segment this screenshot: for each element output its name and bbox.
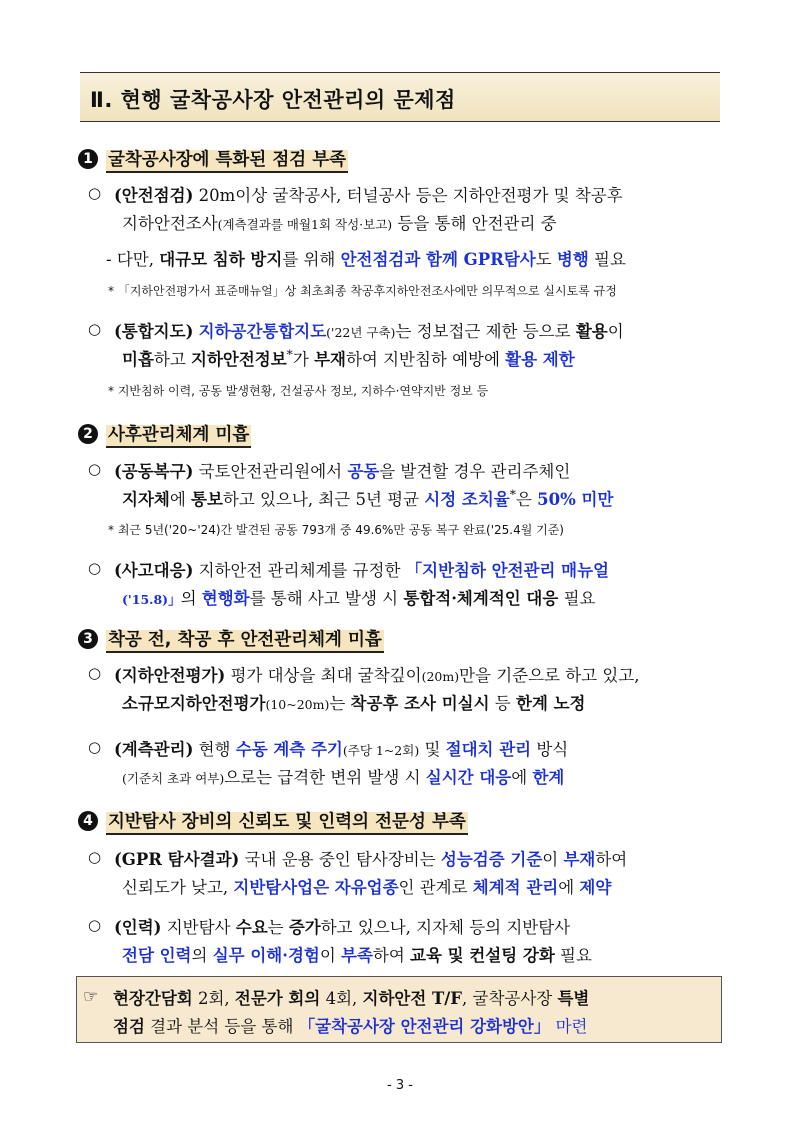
text-run: 의 <box>191 946 213 965</box>
paragraph-line <box>122 346 575 370</box>
text-run: 지하안전정보 <box>191 350 287 369</box>
text-run: 에 <box>511 768 533 787</box>
bullet-circle: ○ <box>88 664 102 682</box>
text-run: 필요 <box>558 589 596 608</box>
text-run: 하여 <box>372 946 411 965</box>
paragraph-line <box>122 585 595 609</box>
paragraph-line <box>114 458 570 482</box>
text-run: 20m이상 굴착공사, 터널공사 등은 지하안전평가 및 착공후 <box>193 186 623 205</box>
section-number-1: 1 <box>78 149 98 169</box>
text-run: 지반탐사업은 자유업종 <box>233 878 399 897</box>
bullet-circle: ○ <box>88 848 102 866</box>
paragraph-tag: (지하안전평가) <box>114 666 226 685</box>
text-run: 필요 <box>554 946 592 965</box>
paragraph-tag: (사고대응) <box>114 561 194 580</box>
dash-line <box>106 246 626 270</box>
summary-box <box>76 976 722 1043</box>
section-3-heading <box>78 626 384 651</box>
text-run: (20m) <box>421 669 460 684</box>
text-run: 착공후 조사 미실시 <box>350 694 490 713</box>
text-run: (기준치 초과 여부) <box>122 771 225 786</box>
text-run: 하여 <box>595 850 628 869</box>
text-run: 이 <box>542 850 564 869</box>
text-run: 는 정보접근 제한 등으로 <box>395 322 576 341</box>
section-2-label: 사후관리체계 미흡 <box>106 425 251 448</box>
text-run: 하고 있으나, 지자체 등의 지반탐사 <box>320 918 571 937</box>
text-run: 는 <box>267 918 289 937</box>
section-number-3: 3 <box>78 629 98 649</box>
paragraph-line <box>114 557 609 581</box>
text-run: 전담 인력 <box>122 946 192 965</box>
bullet-circle: ○ <box>88 460 102 478</box>
bullet-circle: ○ <box>88 559 102 577</box>
paragraph-tag: (공동복구) <box>114 462 194 481</box>
text-run: 으로는 급격한 변위 발생 시 <box>224 768 426 787</box>
footnote: * 「지하안전평가서 표준매뉴얼」상 최초최종 착공후지하안전조사에만 의무적으로 실시토록 규정 <box>108 284 617 298</box>
text-run: 현행 <box>193 740 236 759</box>
text-run: 결과 분석 등을 통해 <box>144 1017 299 1036</box>
text-run: , 굴착공사장 <box>462 989 558 1008</box>
footnote: * 최근 5년('20~'24)간 발견된 공동 793개 중 49.6%만 공동 복구 완료('25.4월 기준) <box>108 523 564 537</box>
text-run: 한계 <box>532 768 565 787</box>
summary-line <box>113 1013 587 1037</box>
text-run: 인 관계로 <box>398 878 473 897</box>
section-2-heading <box>78 421 251 446</box>
text-run: 하고 <box>153 350 192 369</box>
text-run: 하여 지반침하 예방에 <box>345 350 506 369</box>
text-run: 을 발견할 경우 관리주체인 <box>379 462 571 481</box>
text-run: 는 <box>329 694 351 713</box>
text-run: 공동 <box>347 462 380 481</box>
text-run: ('22년 구축) <box>326 325 396 340</box>
text-run: 수동 계측 주기 <box>235 740 343 759</box>
section-number-2: 2 <box>78 424 98 444</box>
paragraph-tag: (안전점검) <box>114 186 194 205</box>
summary-line <box>113 985 589 1009</box>
text-run: 실무 이해·경험 <box>212 946 320 965</box>
text-run: 안전점검과 함께 GPR탐사 <box>340 250 536 269</box>
text-run: 등을 통해 안전관리 중 <box>392 214 557 233</box>
text-run: 를 위해 <box>282 250 341 269</box>
paragraph-line <box>122 942 592 966</box>
text-run: 지반탐사 <box>161 918 236 937</box>
text-run: 대규모 침하 방지 <box>159 250 283 269</box>
text-run: 전문가 회의 <box>234 989 321 1008</box>
bullet-circle: ○ <box>88 184 102 202</box>
text-run: * <box>286 346 293 362</box>
text-run: 가 <box>292 350 315 369</box>
text-run: 증가 <box>288 918 321 937</box>
paragraph-tag: (통합지도) <box>114 322 194 341</box>
section-title: Ⅱ. 현행 굴착공사장 안전관리의 문제점 <box>90 88 456 112</box>
text-run: 국내 운용 중인 탐사장비는 <box>239 850 441 869</box>
text-run: 이 <box>607 322 624 341</box>
text-run: 부족 <box>341 946 373 965</box>
section-3-label: 착공 전, 착공 후 안전관리체계 미흡 <box>106 630 384 653</box>
section-1-heading <box>78 146 348 171</box>
text-run: 체계적 관리 <box>472 878 559 897</box>
paragraph-line <box>122 210 557 234</box>
text-run: 통보 <box>191 490 223 509</box>
text-run: 절대치 관리 <box>445 740 532 759</box>
text-run: 지하안전 관리체계를 규정한 <box>193 561 406 580</box>
text-run: 점검 <box>113 1017 145 1036</box>
text-run: 은 <box>515 490 538 509</box>
text-run: 및 <box>419 740 446 759</box>
text-run: 병행 <box>556 250 589 269</box>
paragraph-line <box>122 874 611 898</box>
text-run: 활용 <box>575 322 608 341</box>
text-run: (주당 1~2회) <box>342 743 420 758</box>
text-run: 평가 대상을 최대 굴착깊이 <box>225 666 422 685</box>
text-run: 방식 <box>531 740 569 759</box>
paragraph-tag: (계측관리) <box>114 740 194 759</box>
paragraph-line <box>114 846 627 870</box>
paragraph-line <box>114 662 639 686</box>
text-run: 지하안전 T/F <box>362 989 463 1008</box>
section-4-label: 지반탐사 장비의 신뢰도 및 인력의 전문성 부족 <box>106 812 468 835</box>
text-run: 실시간 대응 <box>425 768 512 787</box>
paragraph-line <box>122 486 613 510</box>
text-run: 4회, <box>320 989 363 1008</box>
text-run: 특별 <box>557 989 590 1008</box>
bullet-circle: ○ <box>88 738 102 756</box>
text-run: 지자체 <box>122 490 170 509</box>
text-run: 에 <box>558 878 580 897</box>
text-run: 지하공간통합지도 <box>198 322 327 341</box>
text-run: 부재 <box>563 850 596 869</box>
text-run: 성능검증 기준 <box>440 850 543 869</box>
paragraph-line <box>122 690 586 714</box>
text-run: 수요 <box>235 918 268 937</box>
text-run: - 다만, <box>106 250 160 269</box>
paragraph-line <box>114 318 624 342</box>
paragraph-line <box>114 736 568 760</box>
text-run: 미흡 <box>122 350 154 369</box>
text-run: 교육 및 컨설팅 강화 <box>410 946 555 965</box>
text-run: 하고 있으나, 최근 5년 평균 <box>222 490 425 509</box>
text-run: 신뢰도가 낮고, <box>122 878 234 897</box>
text-run: (계측결과를 매월1회 작성·보고) <box>217 217 393 232</box>
paragraph-line <box>114 914 570 938</box>
bullet-circle: ○ <box>88 916 102 934</box>
section-title-box <box>80 72 720 122</box>
text-run: 현장간담회 <box>113 989 193 1008</box>
paragraph-tag: (GPR 탐사결과) <box>114 850 240 869</box>
section-number-4: 4 <box>78 811 98 831</box>
text-run: * <box>509 486 516 502</box>
footnote: * 지반침하 이력, 공동 발생현황, 건설공사 정보, 지하수·연약지반 정보 등 <box>108 384 489 398</box>
bullet-circle: ○ <box>88 320 102 338</box>
text-run: 를 통해 사고 발생 시 <box>249 589 404 608</box>
text-run: 2회, <box>192 989 235 1008</box>
text-run: 도 <box>535 250 557 269</box>
text-run: (10~20m) <box>265 697 330 712</box>
paragraph-tag: (인력) <box>114 918 162 937</box>
text-run: 의 <box>180 589 202 608</box>
text-run: 시정 조치율 <box>424 490 510 509</box>
text-run: 제약 <box>579 878 612 897</box>
text-run: 만을 기준으로 하고 있고, <box>459 666 640 685</box>
text-run: 지하안전조사 <box>122 214 218 233</box>
paragraph-line <box>122 764 564 788</box>
page-number: - 3 - <box>387 1078 413 1093</box>
paragraph-line <box>114 182 623 206</box>
text-run: 국토안전관리원에서 <box>193 462 348 481</box>
text-run: 필요 <box>588 250 626 269</box>
pointing-hand-icon: ☞ <box>83 987 99 1007</box>
text-run: 「지반침하 안전관리 매뉴얼 <box>405 561 609 580</box>
text-run: 한계 노정 <box>516 694 586 713</box>
section-4-heading <box>78 808 468 833</box>
text-run: 「굴착공사장 안전관리 강화방안」 <box>298 1017 551 1036</box>
text-run: 마련 <box>550 1017 588 1036</box>
text-run: 등 <box>489 694 516 713</box>
text-run: 에 <box>169 490 192 509</box>
text-run: 활용 제한 <box>505 350 575 369</box>
text-run: 소규모지하안전평가 <box>122 694 266 713</box>
text-run: 이 <box>319 946 342 965</box>
section-1-label: 굴착공사장에 특화된 점검 부족 <box>106 150 348 173</box>
text-run: 부재 <box>314 350 346 369</box>
text-run: ('15.8)」 <box>122 592 181 607</box>
text-run: 50% 미만 <box>537 490 614 509</box>
text-run: 통합적·체계적인 대응 <box>403 589 559 608</box>
text-run: 현행화 <box>201 589 250 608</box>
